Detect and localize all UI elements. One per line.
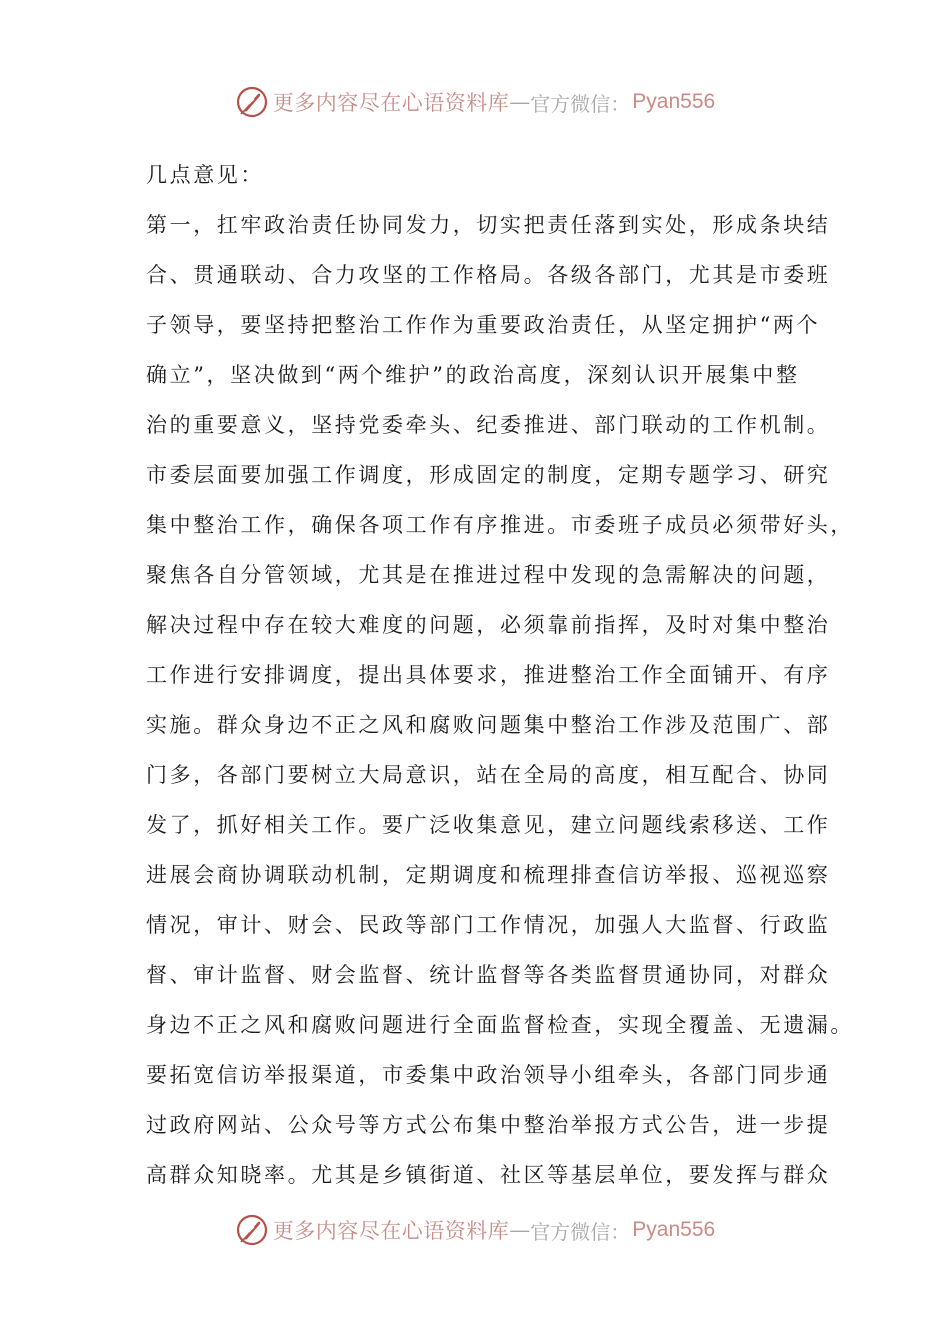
body-line: 治的重要意义，坚持党委牵头、纪委推进、部门联动的工作机制。 (146, 413, 831, 437)
body-line: 情况，审计、财会、民政等部门工作情况，加强人大监督、行政监 (146, 913, 831, 937)
banner-separator: — (509, 90, 531, 114)
body-line: 解决过程中存在较大难度的问题，必须靠前指挥，及时对集中整治 (146, 613, 831, 637)
body-line: 子领导，要坚持把整治工作作为重要政治责任，从坚定拥护“两个 (146, 313, 821, 337)
body-line: 身边不正之风和腐败问题进行全面监督检查，实现全覆盖、无遗漏。 (146, 1013, 854, 1037)
body-line: 实施。群众身边不正之风和腐败问题集中整治工作涉及范围广、部 (146, 713, 831, 737)
quill-logo-icon (235, 1213, 269, 1247)
body-line: 进展会商协调联动机制，定期调度和梳理排查信访举报、巡视巡察 (146, 863, 831, 887)
document-body (146, 150, 854, 1200)
banner-wechat-label: 官方微信： (530, 1219, 631, 1244)
body-line: 聚焦各自分管领域，尤其是在推进过程中发现的急需解决的问题， (146, 563, 831, 587)
banner-wechat-label: 官方微信： (530, 91, 631, 116)
heading-line: 几点意见： (146, 163, 264, 187)
body-line: 集中整治工作，确保各项工作有序推进。市委班子成员必须带好头， (146, 513, 854, 537)
body-line: 督、审计监督、财会监督、统计监督等各类监督贯通协同，对群众 (146, 963, 831, 987)
header-banner (0, 82, 950, 122)
body-line: 高群众知晓率。尤其是乡镇街道、社区等基层单位，要发挥与群众 (146, 1163, 831, 1187)
banner-site-name: 更多内容尽在心语资料库 (272, 1219, 510, 1243)
banner-site-name: 更多内容尽在心语资料库 (272, 91, 510, 115)
banner-wechat-id: Pyan556 (632, 90, 716, 113)
body-line: 要拓宽信访举报渠道，市委集中政治领导小组牵头，各部门同步通 (146, 1063, 831, 1087)
body-line: 第一，扛牢政治责任协同发力，切实把责任落到实处，形成条块结 (146, 213, 831, 237)
body-line: 合、贯通联动、合力攻坚的工作格局。各级各部门，尤其是市委班 (146, 263, 831, 287)
banner-separator: — (509, 1218, 531, 1242)
body-line: 门多，各部门要树立大局意识，站在全局的高度，相互配合、协同 (146, 763, 831, 787)
body-line: 市委层面要加强工作调度，形成固定的制度，定期专题学习、研究 (146, 463, 831, 487)
body-line: 过政府网站、公众号等方式公布集中整治举报方式公告，进一步提 (146, 1113, 831, 1137)
body-line: 发了，抓好相关工作。要广泛收集意见，建立问题线索移送、工作 (146, 813, 831, 837)
body-line: 确立”，坚决做到“两个维护”的政治高度，深刻认识开展集中整 (146, 363, 800, 387)
body-line: 工作进行安排调度，提出具体要求，推进整治工作全面铺开、有序 (146, 663, 831, 687)
footer-banner (0, 1210, 950, 1250)
quill-logo-icon (235, 85, 269, 119)
banner-wechat-id: Pyan556 (632, 1218, 716, 1241)
